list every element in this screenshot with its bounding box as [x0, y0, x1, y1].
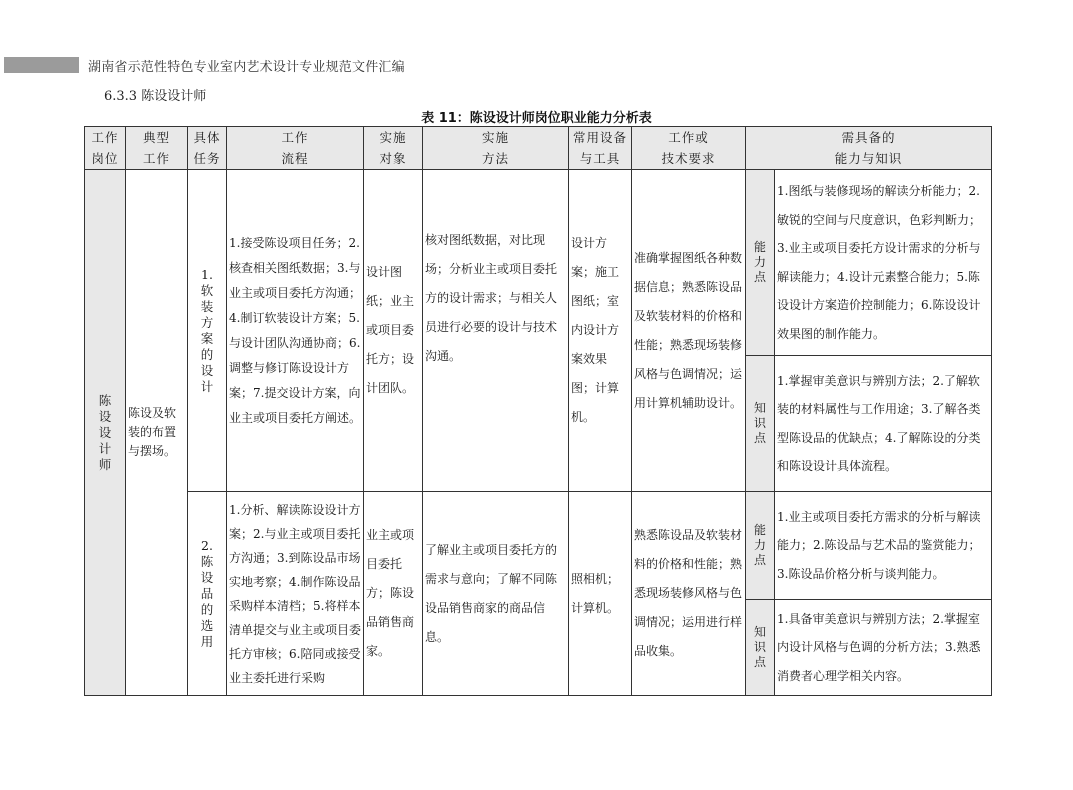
col-header-tools: 常用设备 与工具 [569, 127, 632, 170]
document-header: 湖南省示范性特色专业室内艺术设计专业规范文件汇编 [88, 60, 405, 75]
ability-cell: 1.图纸与装修现场的解读分析能力；2.敏锐的空间与尺度意识，色彩判断力；3.业主或项目委托方设计需求的分析与解读能力；4.设计元素整合能力；5.陈设设计方案造价控制能力；6.陈设设计效果图的制作能力。 [775, 170, 992, 356]
requirements-cell: 准确掌握图纸各种数据信息；熟悉陈设品及软装材料的价格和性能；熟悉现场装修风格与色调情况；运用计算机辅助设计。 [632, 170, 746, 492]
method-cell: 了解业主或项目委托方的需求与意向；了解不同陈设品销售商家的商品信息。 [423, 492, 569, 696]
knowledge-cell: 1.具备审美意识与辨别方法；2.掌握室内设计风格与色调的分析方法；3.熟悉消费者心理学相关内容。 [775, 600, 992, 696]
tools-cell: 照相机；计算机。 [569, 492, 632, 696]
col-header-process: 工作 流程 [227, 127, 364, 170]
ability-analysis-table [84, 126, 992, 696]
task-name-cell: 2.陈设品的选用 [188, 492, 227, 696]
table-header-row [85, 127, 992, 170]
object-cell: 业主或项目委托方；陈设品销售商家。 [364, 492, 423, 696]
ability-cell: 1.业主或项目委托方需求的分析与解读能力；2.陈设品与艺术品的鉴赏能力；3.陈设品价格分析与谈判能力。 [775, 492, 992, 600]
table-row [85, 492, 992, 600]
requirements-cell: 熟悉陈设品及软装材料的价格和性能；熟悉现场装修风格与色调情况；运用进行样品收集。 [632, 492, 746, 696]
table-row [85, 170, 992, 356]
typical-work-cell: 陈设及软装的布置与摆场。 [126, 170, 188, 696]
col-header-position: 工作 岗位 [85, 127, 126, 170]
knowledge-label-cell: 知识点 [746, 356, 775, 492]
task-name-cell: 1.软装方案的设计 [188, 170, 227, 492]
col-header-method: 实施 方法 [423, 127, 569, 170]
process-cell: 1.接受陈设项目任务；2.核查相关图纸数据；3.与业主或项目委托方沟通；4.制订软装设计方案；5.与设计团队沟通协商；6.调整与修订陈设设计方案；7.提交设计方案，向业主或项目委托方阐述。 [227, 170, 364, 492]
knowledge-label-cell: 知识点 [746, 600, 775, 696]
position-cell: 陈设设计师 [85, 170, 126, 696]
knowledge-cell: 1.掌握审美意识与辨别方法；2.了解软装的材料属性与工作用途；3.了解各类型陈设品的优缺点；4.了解陈设的分类和陈设设计具体流程。 [775, 356, 992, 492]
object-cell: 设计图纸；业主或项目委托方；设计团队。 [364, 170, 423, 492]
ability-label-cell: 能力点 [746, 170, 775, 356]
col-header-requirements: 工作或 技术要求 [632, 127, 746, 170]
table-title: 表 11：陈设设计师岗位职业能力分析表 [421, 111, 652, 126]
section-heading: 6.3.3 陈设设计师 [104, 89, 207, 104]
col-header-object: 实施 对象 [364, 127, 423, 170]
header-bar [4, 57, 79, 73]
ability-label-cell: 能力点 [746, 492, 775, 600]
col-header-typical-work: 典型 工作 [126, 127, 188, 170]
col-header-task: 具体 任务 [188, 127, 227, 170]
method-cell: 核对图纸数据，对比现场；分析业主或项目委托方的设计需求；与相关人员进行必要的设计与技术沟通。 [423, 170, 569, 492]
col-header-ability-knowledge: 需具备的 能力与知识 [746, 127, 992, 170]
process-cell: 1.分析、解读陈设设计方案；2.与业主或项目委托方沟通；3.到陈设品市场实地考察；4.制作陈设品采购样本清档；5.将样本清单提交与业主或项目委托方审核；6.陪同或接受业主委托进行采购 [227, 492, 364, 696]
tools-cell: 设计方案；施工图纸；室内设计方案效果图；计算机。 [569, 170, 632, 492]
